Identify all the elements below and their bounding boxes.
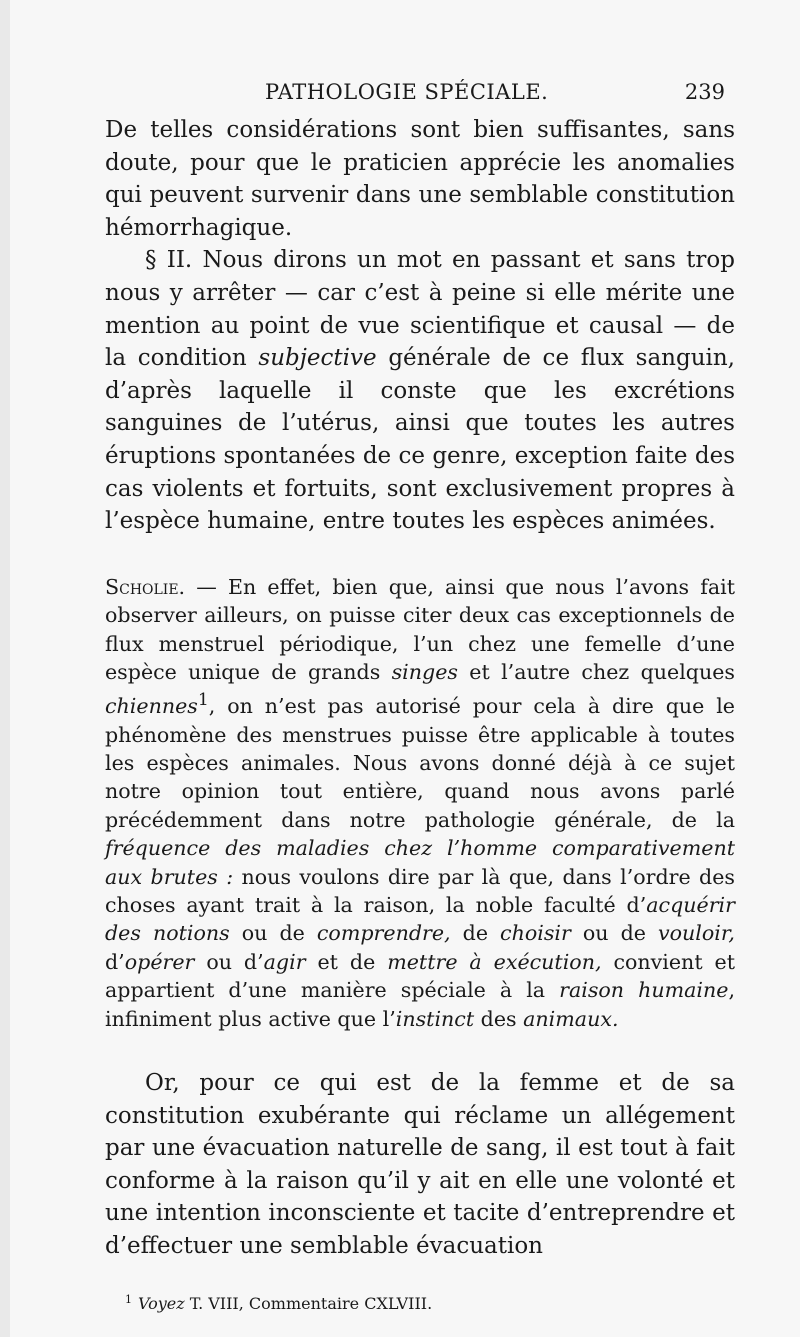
footnote (105, 1293, 735, 1313)
book-page (10, 0, 800, 1337)
s-t1: — En effet, bien que, ainsi que nous l’avons fait observer ailleurs, on puisse citer deux cas exceptionnels de flux menstruel périodique, l’un chez une femelle d’une espèce unique de grands (105, 574, 735, 684)
s-em11: raison humaine (559, 978, 729, 1003)
s-em1: singes (391, 659, 458, 684)
page-number: 239 (684, 80, 725, 104)
s-t7: ou de (570, 921, 658, 946)
running-title: PATHOLOGIE SPÉCIALE. (265, 80, 549, 104)
p2-lead: § II. Nous dirons un mot en passant et sans trop nous y arrêter — car c’est à peine si elle mérite une mention au point de vue scientifique et causal — de la condition (105, 247, 735, 372)
footnote-em: Voyez (138, 1293, 185, 1313)
s-em6: choisir (500, 921, 571, 946)
paragraph-3: Or, pour ce qui est de la femme et de sa constitution exubérante qui réclame un allégement par une évacuation naturelle de sang, il est tout à fait conforme à la raison qu’il y ait en elle une volonté et une intention inconsciente et tacite d’entreprendre et d’effectuer une semblable évacuation (105, 1070, 735, 1260)
s-t5: ou de (229, 921, 317, 946)
footnote-text: T. VIII, Commentaire CXLVIII. (184, 1293, 433, 1313)
s-em2: chiennes (105, 694, 198, 719)
s-em13: animaux. (523, 1006, 619, 1031)
s-em5: comprendre, (316, 921, 451, 946)
s-em10: mettre à exécution, (387, 949, 602, 974)
s-t2: et l’autre chez quelques (457, 659, 735, 684)
s-t6: de (450, 921, 501, 946)
scholie-label: Scholie. (105, 574, 186, 599)
page-content (105, 80, 735, 1313)
s-t3: , on n’est pas autorisé pour cela à dire que le phénomène des menstrues puisse être applicable à toutes les espèces animales. Nous avons donné déjà à ce sujet notre opinion tout entière, quand nous avons parlé précédemment dans notre pathologie générale, de la (105, 694, 735, 832)
footnote-mark: 1 (125, 1292, 132, 1306)
s-t9: ou d’ (194, 949, 264, 974)
s-em9: agir (263, 949, 306, 974)
final-text (105, 1067, 735, 1263)
s-em7: vouloir, (657, 921, 735, 946)
s-t12: , infiniment plus active que l’ (105, 978, 735, 1031)
paragraph-1: De telles considérations sont bien suffisantes, sans doute, pour que le praticien apprécie les anomalies qui peuvent survenir dans une semblable constitution hémorrhagique. (105, 117, 735, 241)
s-t13: des (474, 1006, 524, 1031)
scholie-paragraph (105, 573, 735, 1033)
main-text (105, 114, 735, 538)
p2-tail: générale de ce flux sanguin, d’après laquelle il conste que les excrétions sanguines de l’utérus, ainsi que toutes les autres éruptions spontanées de ce genre, exception faite des cas violents et fortuits, sont exclusivement propres à l’espèce humaine, entre toutes les espèces animées. (105, 345, 735, 535)
paragraph-section-2 (105, 244, 735, 537)
s-t4: nous voulons dire par là que, dans l’ordre des choses ayant trait à la raison, la noble faculté d’ (105, 864, 735, 918)
scholie-block (105, 573, 735, 1033)
footnote-ref: 1 (197, 690, 209, 711)
s-em12: instinct (395, 1006, 475, 1031)
p2-em-subjective: subjective (258, 345, 377, 372)
s-t11: convient et appartient d’une manière spéciale à la (105, 949, 735, 1003)
s-t8: d’ (105, 949, 125, 974)
s-em3: fréquence des maladies chez l’homme comparativement aux brutes : (105, 836, 735, 889)
s-em4: acquérir des notions (105, 893, 735, 946)
running-header (105, 80, 735, 104)
s-t10: et de (305, 949, 388, 974)
s-em8: opérer (124, 949, 195, 974)
